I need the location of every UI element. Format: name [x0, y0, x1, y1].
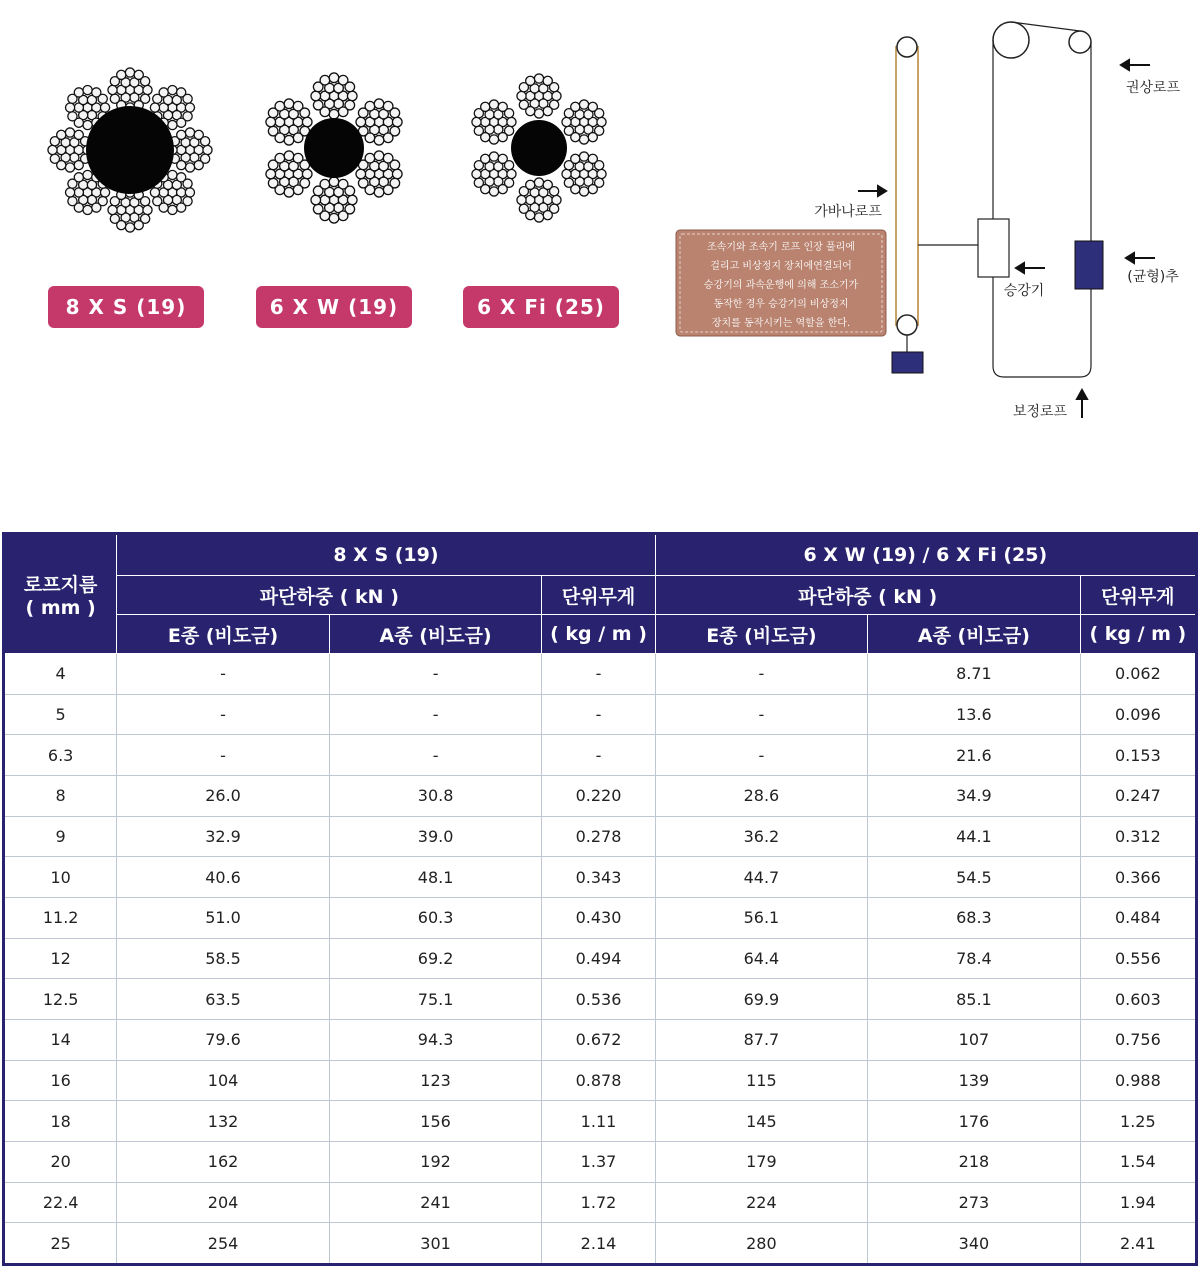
rope-type-badge: 6 X Fi (25) — [463, 286, 619, 328]
table-cell: 39.0 — [329, 816, 542, 857]
table-cell: - — [655, 694, 868, 735]
table-cell: 58.5 — [117, 938, 330, 979]
table-cell: 0.556 — [1080, 938, 1196, 979]
table-cell: 78.4 — [868, 938, 1081, 979]
table-cell: 179 — [655, 1141, 868, 1182]
table-cell: 115 — [655, 1060, 868, 1101]
group-header-6xw19-6xfi25: 6 X W (19) / 6 X Fi (25) — [655, 534, 1196, 576]
breaking-load-header: 파단하중 ( kN ) — [655, 576, 1080, 615]
table-row — [4, 1182, 1197, 1223]
table-cell: 0.096 — [1080, 694, 1196, 735]
table-cell: 94.3 — [329, 1019, 542, 1060]
table-cell: 32.9 — [117, 816, 330, 857]
table-cell: 56.1 — [655, 897, 868, 938]
table-cell: 12.5 — [4, 979, 117, 1020]
unit-weight-unit-header: ( kg / m ) — [542, 615, 655, 654]
table-row — [4, 897, 1197, 938]
table-cell: 69.9 — [655, 979, 868, 1020]
rope-type-badge: 6 X W (19) — [256, 286, 412, 328]
note-line: 장치를 동작시키는 역할을 한다. — [711, 318, 851, 329]
a-grade-header: A종 (비도금) — [868, 615, 1081, 654]
table-cell: 0.343 — [542, 857, 655, 898]
table-cell: 123 — [329, 1060, 542, 1101]
table-cell: - — [542, 735, 655, 776]
table-cell: 1.54 — [1080, 1141, 1196, 1182]
rope-cross-section-8xs19 — [38, 58, 222, 242]
elevator-rope-diagram — [660, 0, 1200, 440]
table-cell: 0.062 — [1080, 654, 1196, 695]
table-cell: 2.14 — [542, 1223, 655, 1265]
e-grade-header: E종 (비도금) — [655, 615, 868, 654]
table-cell: 104 — [117, 1060, 330, 1101]
table-row — [4, 1223, 1197, 1265]
table-cell: 6.3 — [4, 735, 117, 776]
table-row — [4, 938, 1197, 979]
table-cell: 44.7 — [655, 857, 868, 898]
table-cell: 0.247 — [1080, 775, 1196, 816]
table-cell: 192 — [329, 1141, 542, 1182]
table-cell: 0.278 — [542, 816, 655, 857]
table-cell: - — [117, 694, 330, 735]
governor-rope-label: 가바나로프 — [814, 204, 882, 220]
table-cell: 139 — [868, 1060, 1081, 1101]
table-cell: 8 — [4, 775, 117, 816]
table-cell: 12 — [4, 938, 117, 979]
table-cell: 28.6 — [655, 775, 868, 816]
rope-spec-table — [2, 532, 1198, 1266]
table-row — [4, 775, 1197, 816]
table-cell: - — [542, 694, 655, 735]
table-cell: 0.603 — [1080, 979, 1196, 1020]
table-cell: 176 — [868, 1101, 1081, 1142]
table-row — [4, 816, 1197, 857]
table-cell: 0.988 — [1080, 1060, 1196, 1101]
table-cell: 20 — [4, 1141, 117, 1182]
table-cell: 5 — [4, 694, 117, 735]
table-cell: 145 — [655, 1101, 868, 1142]
table-cell: 224 — [655, 1182, 868, 1223]
table-cell: 69.2 — [329, 938, 542, 979]
table-cell: 162 — [117, 1141, 330, 1182]
table-cell: 11.2 — [4, 897, 117, 938]
table-cell: 48.1 — [329, 857, 542, 898]
table-cell: 36.2 — [655, 816, 868, 857]
table-cell: 34.9 — [868, 775, 1081, 816]
table-cell: 156 — [329, 1101, 542, 1142]
table-cell: 63.5 — [117, 979, 330, 1020]
table-row — [4, 1019, 1197, 1060]
table-row — [4, 735, 1197, 776]
table-cell: 0.366 — [1080, 857, 1196, 898]
table-cell: - — [117, 735, 330, 776]
car-label: 승강기 — [1003, 283, 1045, 299]
table-cell: 51.0 — [117, 897, 330, 938]
breaking-load-header: 파단하중 ( kN ) — [117, 576, 542, 615]
table-row — [4, 1101, 1197, 1142]
table-cell: 18 — [4, 1101, 117, 1142]
table-cell: 9 — [4, 816, 117, 857]
e-grade-header: E종 (비도금) — [117, 615, 330, 654]
table-cell: 241 — [329, 1182, 542, 1223]
compensation-rope-label: 보정로프 — [1012, 404, 1068, 420]
table-row — [4, 694, 1197, 735]
diameter-header: 로프지름 ( mm ) — [4, 534, 117, 654]
table-cell: 1.25 — [1080, 1101, 1196, 1142]
table-cell: 280 — [655, 1223, 868, 1265]
table-row — [4, 1060, 1197, 1101]
table-cell: 44.1 — [868, 816, 1081, 857]
table-cell: 273 — [868, 1182, 1081, 1223]
note-line: 동작한 경우 승강기의 비상정지 — [713, 299, 849, 310]
table-cell: 22.4 — [4, 1182, 117, 1223]
table-cell: 2.41 — [1080, 1223, 1196, 1265]
table-cell: 1.94 — [1080, 1182, 1196, 1223]
table-row — [4, 654, 1197, 695]
table-cell: 64.4 — [655, 938, 868, 979]
table-cell: 25 — [4, 1223, 117, 1265]
table-cell: 0.484 — [1080, 897, 1196, 938]
table-cell: 14 — [4, 1019, 117, 1060]
table-cell: 1.11 — [542, 1101, 655, 1142]
table-cell: 218 — [868, 1141, 1081, 1182]
table-cell: - — [329, 694, 542, 735]
note-line: 조속기와 조속기 로프 인장 풀리에 — [707, 242, 855, 253]
table-cell: 60.3 — [329, 897, 542, 938]
group-header-8xs19: 8 X S (19) — [117, 534, 655, 576]
table-cell: 254 — [117, 1223, 330, 1265]
table-row — [4, 979, 1197, 1020]
table-cell: - — [655, 654, 868, 695]
table-cell: - — [655, 735, 868, 776]
hoist-system — [918, 22, 1103, 377]
table-cell: 0.878 — [542, 1060, 655, 1101]
table-cell: 132 — [117, 1101, 330, 1142]
table-cell: 0.672 — [542, 1019, 655, 1060]
table-cell: 301 — [329, 1223, 542, 1265]
table-cell: 13.6 — [868, 694, 1081, 735]
table-cell: 68.3 — [868, 897, 1081, 938]
table-cell: 107 — [868, 1019, 1081, 1060]
table-cell: 30.8 — [329, 775, 542, 816]
table-cell: 87.7 — [655, 1019, 868, 1060]
table-cell: 21.6 — [868, 735, 1081, 776]
table-cell: 16 — [4, 1060, 117, 1101]
rope-cross-section-6xw19 — [250, 58, 418, 238]
table-cell: 0.536 — [542, 979, 655, 1020]
table-cell: 40.6 — [117, 857, 330, 898]
table-cell: 79.6 — [117, 1019, 330, 1060]
rope-cross-section-6xfi25 — [455, 58, 623, 238]
table-cell: 0.220 — [542, 775, 655, 816]
unit-weight-header: 단위무게 — [542, 576, 655, 615]
governor-assembly — [892, 37, 923, 373]
table-cell: 0.312 — [1080, 816, 1196, 857]
table-cell: 4 — [4, 654, 117, 695]
table-cell: 54.5 — [868, 857, 1081, 898]
table-cell: 1.72 — [542, 1182, 655, 1223]
hoist-rope-label: 권상로프 — [1125, 80, 1181, 96]
governor-note-box — [676, 230, 886, 336]
table-cell: - — [117, 654, 330, 695]
note-line: 승강기의 과속운행에 의해 조소기가 — [703, 280, 859, 291]
unit-weight-header: 단위무게 — [1080, 576, 1196, 615]
table-cell: - — [329, 735, 542, 776]
unit-weight-unit-header: ( kg / m ) — [1080, 615, 1196, 654]
table-row — [4, 1141, 1197, 1182]
table-cell: 85.1 — [868, 979, 1081, 1020]
note-line: 걸리고 비상정지 장치에연결되어 — [710, 261, 852, 272]
table-cell: 8.71 — [868, 654, 1081, 695]
table-cell: 0.153 — [1080, 735, 1196, 776]
table-cell: 10 — [4, 857, 117, 898]
table-cell: 340 — [868, 1223, 1081, 1265]
counterweight-label: (균형)추 — [1127, 269, 1179, 285]
table-cell: 0.756 — [1080, 1019, 1196, 1060]
a-grade-header: A종 (비도금) — [329, 615, 542, 654]
table-row — [4, 857, 1197, 898]
table-cell: - — [542, 654, 655, 695]
table-cell: 0.430 — [542, 897, 655, 938]
table-cell: 1.37 — [542, 1141, 655, 1182]
table-cell: 0.494 — [542, 938, 655, 979]
table-cell: 204 — [117, 1182, 330, 1223]
table-cell: 75.1 — [329, 979, 542, 1020]
table-cell: - — [329, 654, 542, 695]
table-cell: 26.0 — [117, 775, 330, 816]
rope-type-badge: 8 X S (19) — [48, 286, 204, 328]
